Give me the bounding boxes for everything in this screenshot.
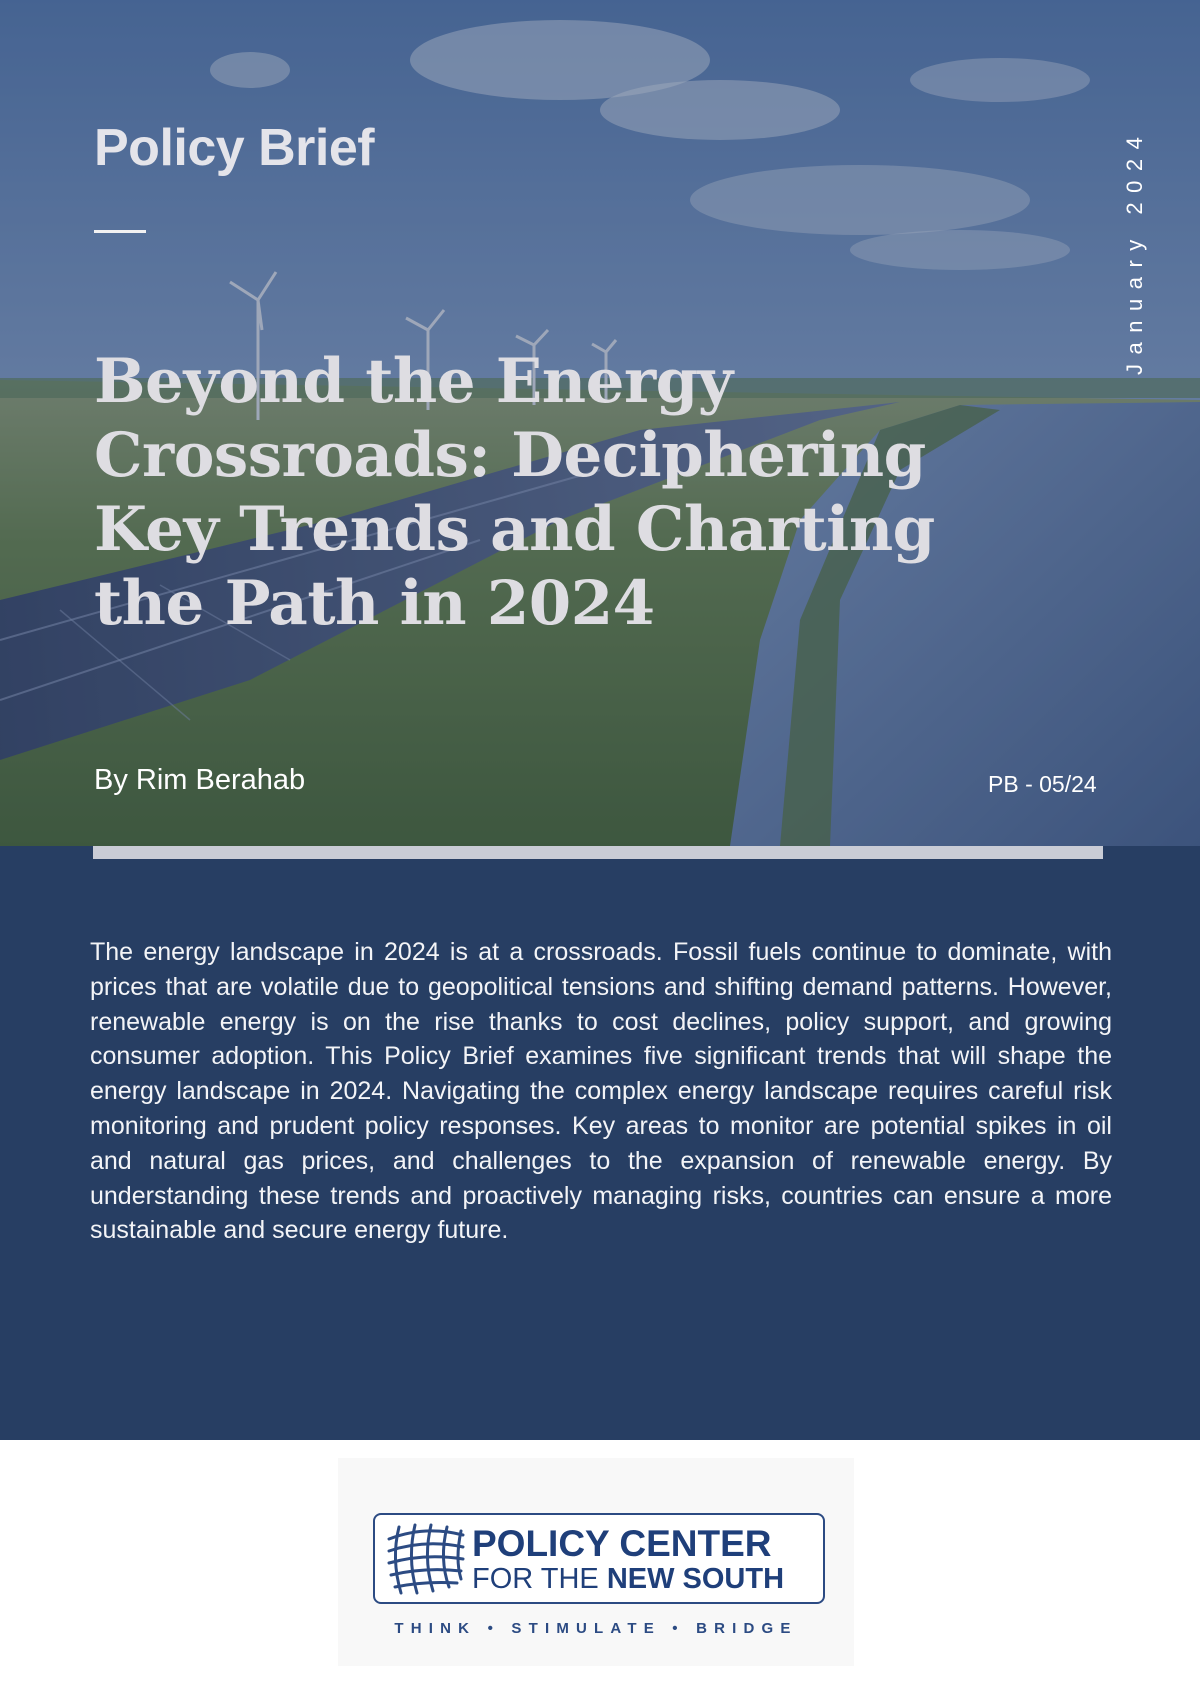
publication-date: January 2024 <box>1122 127 1147 375</box>
logo-line2-prefix: FOR THE <box>472 1563 599 1595</box>
kicker-divider <box>94 230 146 233</box>
hero-image <box>0 0 1200 846</box>
logo-line2-strong: NEW SOUTH <box>606 1563 785 1595</box>
logo-frame <box>373 1513 825 1604</box>
abstract-text: The energy landscape in 2024 is at a crossroads. Fossil fuels continue to dominate, with prices that are volatile due to geopolitical tensions and shifting demand patterns. However, renewable energy is on the rise thanks to cost declines, policy support, and growing consumer adoption. This Policy Brief examines five significant trends that will shape the energy landscape in 2024. Navigating the complex energy landscape requires careful risk monitoring and prudent policy responses. Key areas to monitor are potential spikes in oil and natural gas prices, and challenges to the expansion of renewable energy. By understanding these trends and proactively managing risks, countries can ensure a more sustainable and secure energy future. <box>90 938 1112 1245</box>
document-code: PB - 05/24 <box>988 771 1097 797</box>
publisher-logo <box>338 1458 854 1666</box>
logo-wordmark-line1: POLICY CENTER <box>472 1523 772 1564</box>
logo-wordmark-line2 <box>472 1563 784 1595</box>
logo-tagline: THINK • STIMULATE • BRIDGE <box>394 1620 798 1637</box>
globe-grid-icon <box>385 1523 467 1595</box>
author-byline: By Rim Berahab <box>94 764 306 796</box>
document-type-label: Policy Brief <box>94 119 375 177</box>
section-divider <box>93 846 1103 859</box>
document-title: Beyond the Energy Crossroads: Deciphering Key Trends and Charting the Path in 2024 <box>94 346 935 639</box>
